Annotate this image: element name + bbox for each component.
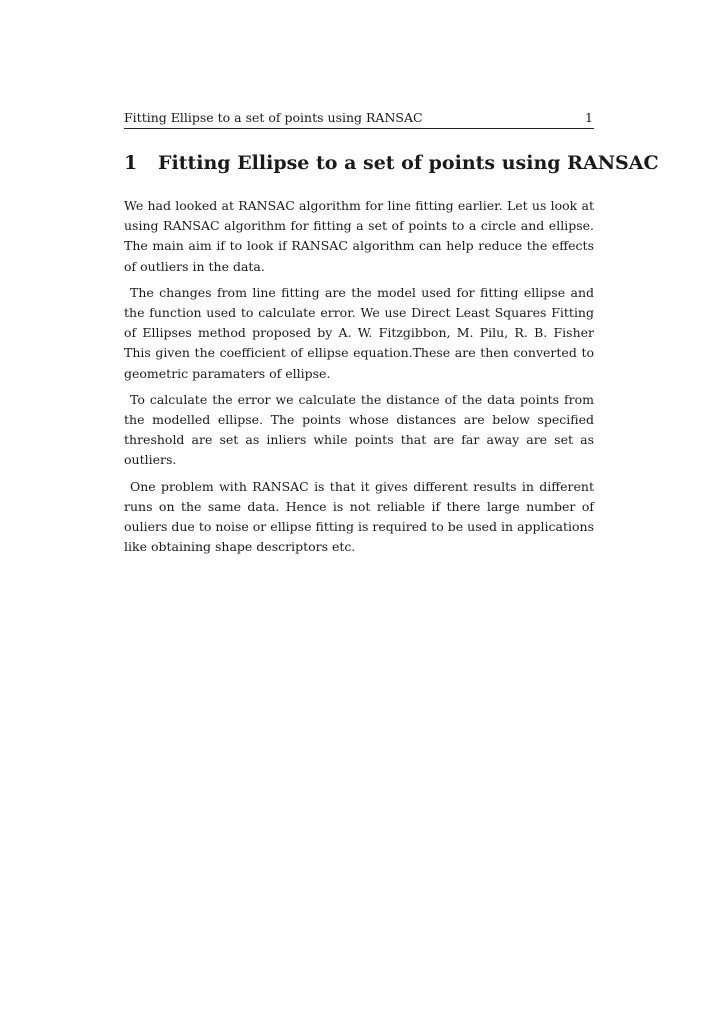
body-text <box>124 196 594 563</box>
section-number: 1 <box>124 152 138 174</box>
page-number: 1 <box>585 110 593 125</box>
section-heading <box>124 151 659 175</box>
running-header <box>124 110 594 129</box>
paragraph-model-changes: The changes from line fitting are the model used for fitting ellipse and the function used to calculate error. We use Direct Least Squares Fitting of Ellipses method proposed by A. W. Fitzgibbon, M. Pilu, R. B. Fisher This given the coefficient of ellipse equation.These are then converted to geometric paramaters of ellipse. <box>124 284 594 381</box>
paragraph-intro: We had looked at RANSAC algorithm for line fitting earlier. Let us look at using RANSAC algorithm for fitting a set of points to a circle and ellipse. The main aim if to look if RANSAC algorithm can help reduce the effects of outliers in the data. <box>124 198 594 274</box>
running-header-title: Fitting Ellipse to a set of points using RANSAC <box>124 110 423 125</box>
paragraph-limitations: One problem with RANSAC is that it gives different results in different runs on the same data. Hence is not reliable if there large number of ouliers due to noise or ellipse fitting is required to be used in applications like obtaining shape descriptors etc. <box>124 478 594 555</box>
section-title: Fitting Ellipse to a set of points using RANSAC <box>158 152 659 174</box>
paragraph-error-calculation: To calculate the error we calculate the distance of the data points from the modelled ellipse. The points whose distances are below specified threshold are set as inliers while points that are far away are set as outliers. <box>124 391 594 468</box>
